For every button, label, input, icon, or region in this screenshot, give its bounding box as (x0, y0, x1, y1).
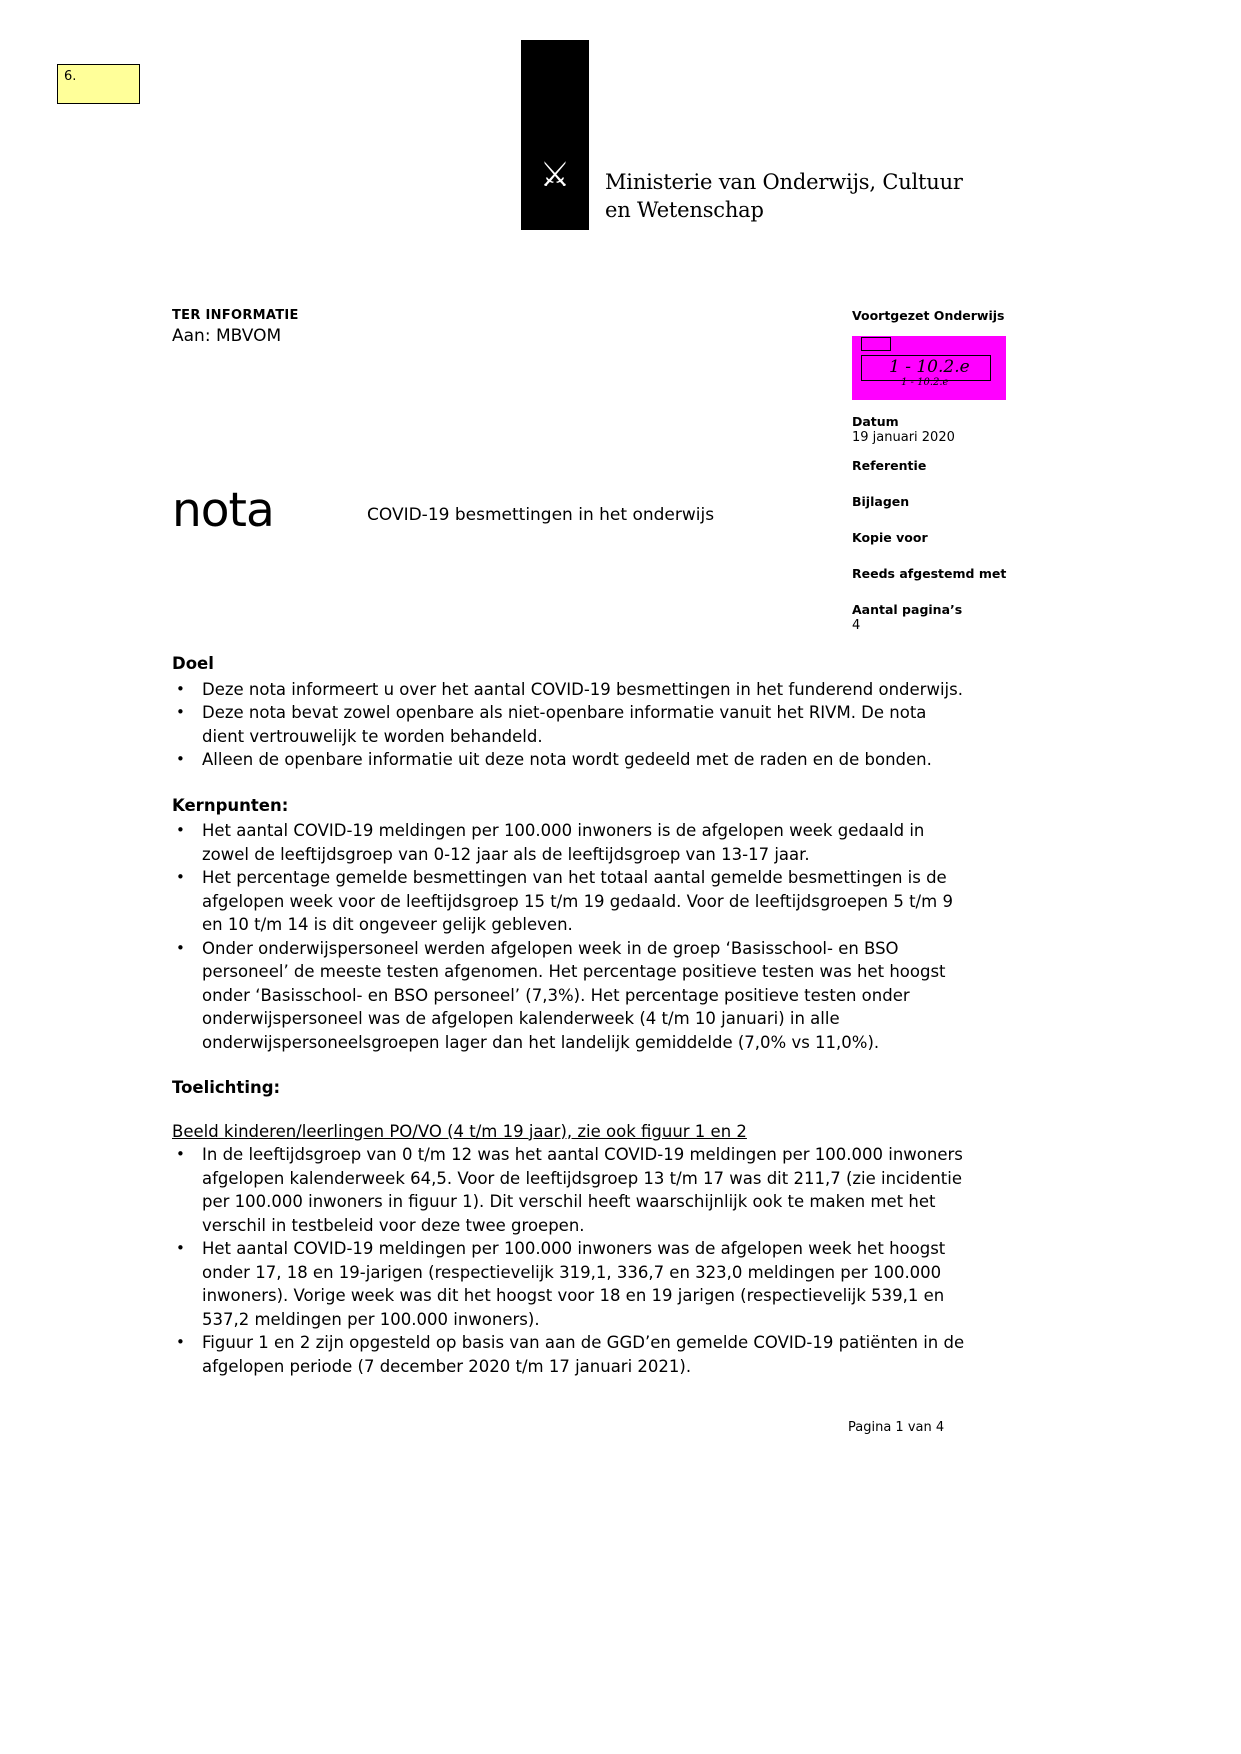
directorate-label: Voortgezet Onderwijs (852, 308, 1005, 323)
list-item: • Alleen de openbare informatie uit deze nota wordt gedeeld met de raden en de bonden. (172, 748, 972, 772)
subsection-heading-beeld: Beeld kinderen/leerlingen PO/VO (4 t/m 19 jaar), zie ook figuur 1 en 2 (172, 1121, 747, 1141)
afgestemd-met-label: Reeds afgestemd met (852, 566, 1007, 581)
list-item: • Deze nota informeert u over het aantal COVID-19 besmettingen in het funderend onderwijs. (172, 678, 972, 702)
kernpunten-list (172, 819, 972, 1054)
list-item: • Het aantal COVID-19 meldingen per 100.000 inwoners is de afgelopen week gedaald in zowel de leeftijdsgroep van 0-12 jaar als de leeftijdsgroep van 13-17 jaar. (172, 819, 972, 866)
page-footer: Pagina 1 van 4 (848, 1420, 945, 1435)
ministry-logo (521, 40, 965, 230)
list-item: • Onder onderwijspersoneel werden afgelopen week in de groep ‘Basisschool- en BSO personeel’ de meeste testen afgenomen. Het percentage positieve testen was het hoogst onder ‘Basisschool- en BSO personeel’ (7,3%). Het percentage positieve testen onder onderwijspersoneel was de afgelopen kalenderweek (4 t/m 10 januari) in alle onderwijspersoneelsgroepen lager dan het landelijk gemiddelde (7,0% vs 11,0%). (172, 937, 972, 1055)
bijlagen-label: Bijlagen (852, 494, 910, 509)
document-meta (852, 308, 1052, 634)
logo-black-bar (521, 40, 589, 230)
list-item: • Het percentage gemelde besmettingen van het totaal aantal gemelde besmettingen is de afgelopen week voor de leeftijdsgroep 15 t/m 19 gedaald. Voor de leeftijdsgroepen 5 t/m 9 en 10 t/m 14 is dit ongeveer gelijk gebleven. (172, 866, 972, 937)
referentie-label: Referentie (852, 458, 927, 473)
document-stamp (57, 64, 140, 104)
aantal-paginas-label: Aantal pagina’s (852, 602, 963, 617)
aantal-paginas-value: 4 (852, 618, 861, 633)
datum-label: Datum (852, 414, 899, 429)
ter-informatie-label: TER INFORMATIE (172, 308, 299, 323)
beeld-list (172, 1143, 972, 1378)
ministry-name: Ministerie van Onderwijs, Cultuur en Wetenschap (605, 170, 963, 222)
document-subject: COVID-19 besmettingen in het onderwijs (367, 505, 715, 525)
redaction-inner-top (861, 337, 891, 351)
addressee: Aan: MBVOM (172, 326, 282, 346)
datum-value: 19 januari 2020 (852, 430, 955, 445)
list-item: • Deze nota bevat zowel openbare als niet-openbare informatie vanuit het RIVM. De nota dient vertrouwelijk te worden behandeld. (172, 701, 972, 748)
section-heading-kernpunten: Kernpunten: (172, 795, 289, 815)
kopie-voor-label: Kopie voor (852, 530, 928, 545)
document-stamp-number: 6. (64, 69, 77, 84)
section-heading-doel: Doel (172, 654, 214, 673)
doel-list (172, 678, 972, 772)
list-item: • Het aantal COVID-19 meldingen per 100.000 inwoners was de afgelopen week het hoogst onder 17, 18 en 19-jarigen (respectievelijk 319,1, 336,7 en 323,0 meldingen per 100.000 inwoners). Vorige week was dit het hoogst voor 18 en 19 jarigen (respectievelijk 539,1 en 537,2 meldingen per 100.000 inwoners). (172, 1237, 972, 1331)
coat-of-arms-icon: ⚔ (539, 155, 571, 195)
redaction-code-primary: 1 - 10.2.e (889, 357, 970, 377)
document-body (172, 652, 972, 1378)
redaction-box (852, 336, 1006, 400)
list-item: • In de leeftijdsgroep van 0 t/m 12 was het aantal COVID-19 meldingen per 100.000 inwoners afgelopen kalenderweek 64,5. Voor de leeftijdsgroep 13 t/m 17 was dit 211,7 (zie incidentie per 100.000 inwoners in figuur 1). Dit verschil heeft waarschijnlijk ook te maken met het verschil in testbeleid voor deze twee groepen. (172, 1143, 972, 1237)
page-title: nota (172, 483, 274, 538)
redaction-code-secondary: 1 - 10.2.e (901, 377, 949, 388)
section-heading-toelichting: Toelichting: (172, 1078, 281, 1097)
list-item: • Figuur 1 en 2 zijn opgesteld op basis van aan de GGD’en gemelde COVID-19 patiënten in de afgelopen periode (7 december 2020 t/m 17 januari 2021). (172, 1331, 972, 1378)
